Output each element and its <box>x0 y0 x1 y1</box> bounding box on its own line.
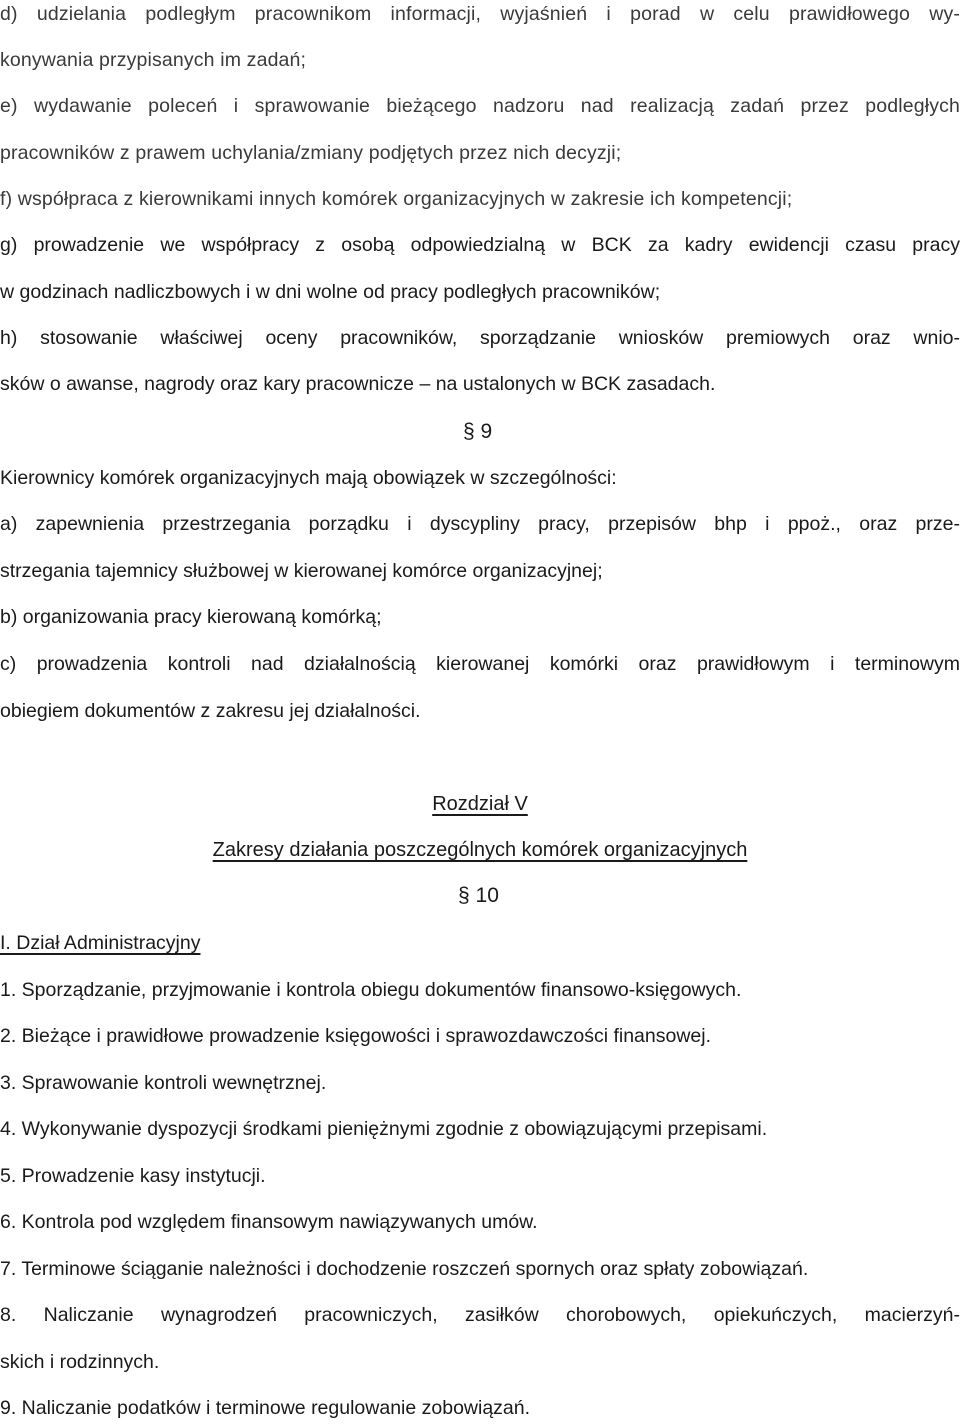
paragraph-line: w godzinach nadliczbowych i w dni wolne od pracy podległych pracowników; <box>0 281 661 303</box>
paragraph-line: g) prowadzenie we współpracy z osobą odpowiedzialną w BCK za kadry ewidencji czasu pracy <box>0 234 960 256</box>
paragraph-line: pracowników z prawem uchylania/zmiany podjętych przez nich decyzji; <box>0 142 622 164</box>
list-item: skich i rodzinnych. <box>0 1351 160 1373</box>
paragraph-line: e) wydawanie poleceń i sprawowanie bieżącego nadzoru nad realizacją zadań przez podległych <box>0 95 960 117</box>
list-item: 8. Naliczanie wynagrodzeń pracowniczych, zasiłków chorobowych, opiekuńczych, macierzyń- <box>0 1304 960 1326</box>
list-item: 6. Kontrola pod względem finansowym nawiązywanych umów. <box>0 1211 538 1233</box>
list-item: 5. Prowadzenie kasy instytucji. <box>0 1165 266 1187</box>
list-item: 4. Wykonywanie dyspozycji środkami pieniężnymi zgodnie z obowiązującymi przepisami. <box>0 1118 768 1140</box>
paragraph-line: sków o awanse, nagrody oraz kary pracownicze – na ustalonych w BCK zasadach. <box>0 373 716 395</box>
paragraph-line: a) zapewnienia przestrzegania porządku i dyscypliny pracy, przepisów bhp i ppoż., oraz prze- <box>0 513 960 535</box>
list-item: 2. Bieżące i prawidłowe prowadzenie księgowości i sprawozdawczości finansowej. <box>0 1025 712 1047</box>
paragraph-line: konywania przypisanych im zadań; <box>0 49 307 71</box>
paragraph-line: c) prowadzenia kontroli nad działalnością kierowanej komórki oraz prawidłowym i terminowym <box>0 653 960 675</box>
paragraph-line: b) organizowania pracy kierowaną komórką; <box>0 606 382 628</box>
list-item: 7. Terminowe ściąganie należności i dochodzenie roszczeń spornych oraz spłaty zobowiązań. <box>0 1258 809 1280</box>
paragraph-line: obiegiem dokumentów z zakresu jej działalności. <box>0 700 421 722</box>
list-item: 9. Naliczanie podatków i terminowe regulowanie zobowiązań. <box>0 1397 531 1419</box>
list-item: 1. Sporządzanie, przyjmowanie i kontrola obiegu dokumentów finansowo-księgowych. <box>0 979 742 1001</box>
section-mark-9: § 9 <box>463 420 493 443</box>
paragraph-line: h) stosowanie właściwej oceny pracowników, sporządzanie wniosków premiowych oraz wnio- <box>0 327 960 349</box>
department-heading: I. Dział Administracyjny <box>0 932 201 954</box>
paragraph-line: strzegania tajemnicy służbowej w kierowanej komórce organizacyjnej; <box>0 560 603 582</box>
section-mark-10: § 10 <box>458 884 499 907</box>
section-intro: Kierownicy komórek organizacyjnych mają obowiązek w szczególności: <box>0 467 617 489</box>
list-item: 3. Sprawowanie kontroli wewnętrznej. <box>0 1072 327 1094</box>
chapter-subtitle: Zakresy działania poszczególnych komórek organizacyjnych <box>212 839 748 861</box>
chapter-title: Rozdział V <box>432 793 528 815</box>
paragraph-line: f) współpraca z kierownikami innych komórek organizacyjnych w zakresie ich kompetencji; <box>0 188 793 210</box>
paragraph-line: d) udzielania podległym pracownikom informacji, wyjaśnień i porad w celu prawidłowego wy- <box>0 3 960 25</box>
